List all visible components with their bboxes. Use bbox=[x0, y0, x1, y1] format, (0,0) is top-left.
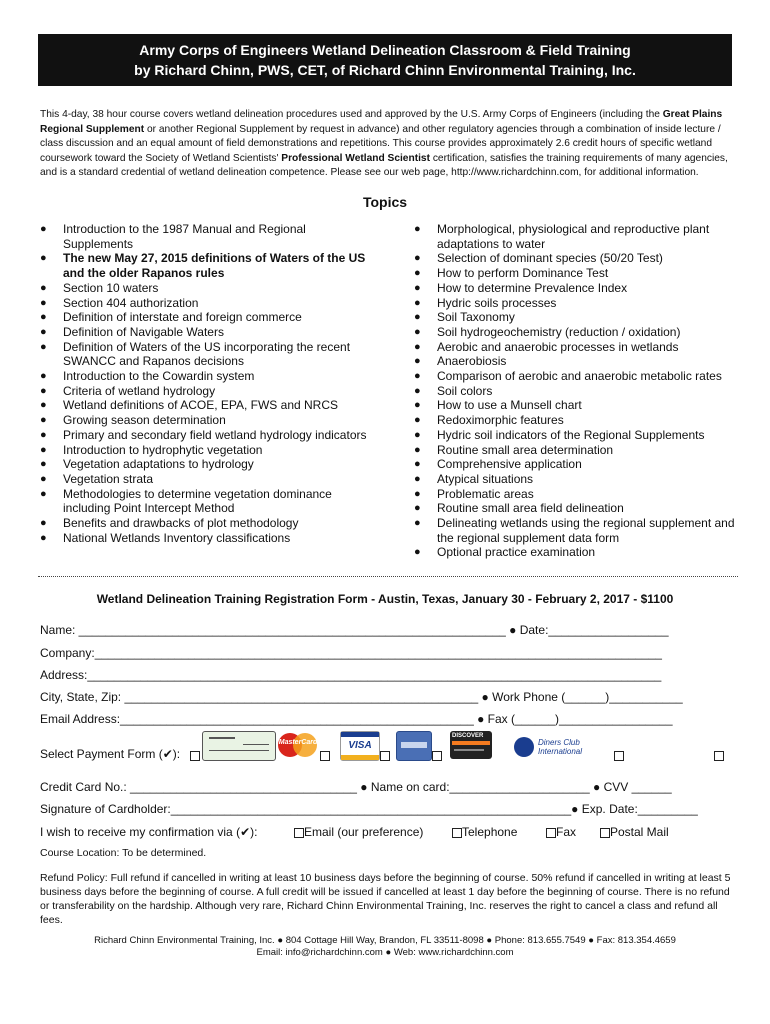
topic-item: ● Problematic areas bbox=[414, 487, 739, 502]
email-option-label: Email (our preference) bbox=[304, 825, 424, 839]
topic-item: ● Comprehensive application bbox=[414, 457, 739, 472]
check-icon bbox=[202, 731, 276, 761]
topic-item: ● Introduction to hydrophytic vegetation bbox=[40, 443, 370, 458]
refund-policy: Refund Policy: Full refund if cancelled in writing at least 10 business days before the beginning of course. 50% refund if cancelled in writing at least 5 business days before the beginning of course. A full credit will be issued if cancelled at least 1 day before the beginning of course. There is no refund or transferability on the hardship. Although very rare, Richard Chinn Environmental Training, Inc. reserves the right to cancel a class and refund all fees. bbox=[40, 872, 731, 926]
topic-item: ● Hydric soils processes bbox=[414, 296, 739, 311]
topics-left-list bbox=[40, 222, 370, 545]
payment-row bbox=[40, 731, 740, 763]
postal-mail-option-label: Postal Mail bbox=[610, 825, 669, 839]
check-payment-checkbox[interactable] bbox=[190, 751, 200, 761]
course-intro bbox=[40, 108, 734, 181]
intro-part-2: or another Regional Supplement by request in advance) and other regulatory agencies through a combination of inside lecture / class discussion and an equal amount of field demonstrations and repetitions. This course provides approximately 2.6 credit hours of specific wetland coursework toward the Society of Wetland Scientists' bbox=[40, 123, 721, 164]
topic-item: ● Soil colors bbox=[414, 384, 739, 399]
topic-item: ● How to perform Dominance Test bbox=[414, 266, 739, 281]
visa-checkbox[interactable] bbox=[380, 751, 390, 761]
footer-contact: Email: info@richardchinn.com ● Web: www.richardchinn.com bbox=[256, 947, 514, 958]
topic-item: ● Soil hydrogeochemistry (reduction / oxidation) bbox=[414, 325, 739, 340]
payment-label: Select Payment Form (✔): bbox=[40, 747, 181, 761]
discover-label: DISCOVER bbox=[452, 733, 484, 739]
topic-item: ● Definition of Navigable Waters bbox=[40, 325, 370, 340]
topic-item: ● Section 10 waters bbox=[40, 281, 370, 296]
topic-item: ● Delineating wetlands using the regional supplement and the regional supplement data form bbox=[414, 516, 739, 545]
topic-item: ● National Wetlands Inventory classifications bbox=[40, 531, 370, 546]
intro-part-3: certification, satisfies the training requirements of many agencies, and is a standard credential of wetland delineation competence. Please see our web page, http://www.richardchinn.com, for additional information. bbox=[40, 152, 728, 178]
other-card-checkbox[interactable] bbox=[714, 751, 724, 761]
confirmation-label: I wish to receive my confirmation via (✔): bbox=[40, 825, 258, 839]
mastercard-icon bbox=[276, 731, 320, 759]
telephone-option-checkbox[interactable] bbox=[452, 828, 462, 838]
topic-item: ● Section 404 authorization bbox=[40, 296, 370, 311]
email-option-checkbox[interactable] bbox=[294, 828, 304, 838]
topic-item: ● Aerobic and anaerobic processes in wetlands bbox=[414, 340, 739, 355]
topic-item: ● Selection of dominant species (50/20 Test) bbox=[414, 251, 739, 266]
topic-item: ● Soil Taxonomy bbox=[414, 310, 739, 325]
topic-item: ● Atypical situations bbox=[414, 472, 739, 487]
topic-item: ● Redoximorphic features bbox=[414, 413, 739, 428]
topic-item: ● The new May 27, 2015 definitions of Waters of the US and the older Rapanos rules bbox=[40, 251, 370, 280]
postal-mail-option-checkbox[interactable] bbox=[600, 828, 610, 838]
telephone-option-label: Telephone bbox=[462, 825, 518, 839]
topic-item: ● Vegetation adaptations to hydrology bbox=[40, 457, 370, 472]
city-phone-field[interactable]: City, State, Zip: _____________________________________________________ ● Work Phone (______)___________ bbox=[40, 690, 683, 704]
discover-icon bbox=[450, 731, 492, 759]
mastercard-label: MasterCard bbox=[278, 739, 318, 746]
topic-item: ● Definition of Waters of the US incorporating the recent SWANCC and Rapanos decisions bbox=[40, 340, 370, 369]
intro-bold-2: Professional Wetland Scientist bbox=[281, 152, 430, 164]
topic-item: ● Primary and secondary field wetland hydrology indicators bbox=[40, 428, 370, 443]
topic-item: ● Introduction to the 1987 Manual and Regional Supplements bbox=[40, 222, 370, 251]
confirmation-row bbox=[40, 825, 740, 839]
topic-item: ● Growing season determination bbox=[40, 413, 370, 428]
topic-item: ● Optional practice examination bbox=[414, 545, 739, 560]
diners-checkbox[interactable] bbox=[614, 751, 624, 761]
course-location: Course Location: To be determined. bbox=[40, 847, 207, 859]
header-line-1: Army Corps of Engineers Wetland Delineation Classroom & Field Training bbox=[139, 42, 631, 58]
company-field[interactable]: Company:_____________________________________________________________________________________ bbox=[40, 646, 662, 660]
mastercard-checkbox[interactable] bbox=[320, 751, 330, 761]
name-date-field[interactable]: Name: ________________________________________________________________ ● Date:__________________ bbox=[40, 623, 669, 637]
topic-item: ● Routine small area field delineation bbox=[414, 501, 739, 516]
footer-address: Richard Chinn Environmental Training, Inc. ● 804 Cottage Hill Way, Brandon, FL 33511-8098 ● Phone: 813.655.7549 ● Fax: 813.354.4659 bbox=[94, 935, 676, 946]
credit-card-field[interactable]: Credit Card No.: __________________________________ ● Name on card:_____________________ ● CVV ______ bbox=[40, 780, 672, 794]
topic-item: ● Hydric soil indicators of the Regional Supplements bbox=[414, 428, 739, 443]
intro-bold-1: Great Plains Regional Supplement bbox=[40, 109, 723, 135]
fax-option-label: Fax bbox=[556, 825, 577, 839]
amex-icon bbox=[396, 731, 432, 761]
topics-title: Topics bbox=[362, 194, 408, 210]
topic-item: ● Wetland definitions of ACOE, EPA, FWS and NRCS bbox=[40, 398, 370, 413]
visa-label: VISA bbox=[348, 740, 372, 751]
dotted-divider bbox=[38, 576, 738, 577]
topic-item: ● Introduction to the Cowardin system bbox=[40, 369, 370, 384]
address-field[interactable]: Address:______________________________________________________________________________________ bbox=[40, 668, 662, 682]
topic-item: ● Criteria of wetland hydrology bbox=[40, 384, 370, 399]
topic-item: ● Methodologies to determine vegetation dominance including Point Intercept Method bbox=[40, 487, 370, 516]
topic-item: ● How to use a Munsell chart bbox=[414, 398, 739, 413]
topic-item: ● Routine small area determination bbox=[414, 443, 739, 458]
signature-field[interactable]: Signature of Cardholder:____________________________________________________________● Exp. Date:_________ bbox=[40, 802, 698, 816]
topic-item: ● Comparison of aerobic and anaerobic metabolic rates bbox=[414, 369, 739, 384]
diners-club-icon bbox=[514, 737, 534, 757]
topic-item: ● Vegetation strata bbox=[40, 472, 370, 487]
page-header bbox=[38, 34, 732, 86]
fax-option-checkbox[interactable] bbox=[546, 828, 556, 838]
topic-item: ● Definition of interstate and foreign commerce bbox=[40, 310, 370, 325]
topics-right-list bbox=[414, 222, 739, 560]
topic-item: ● Anaerobiosis bbox=[414, 354, 739, 369]
email-fax-field[interactable]: Email Address:_____________________________________________________ ● Fax (______)_________________ bbox=[40, 712, 673, 726]
topic-item: ● How to determine Prevalence Index bbox=[414, 281, 739, 296]
header-line-2: by Richard Chinn, PWS, CET, of Richard Chinn Environmental Training, Inc. bbox=[134, 62, 636, 78]
visa-icon bbox=[340, 731, 380, 761]
topic-item: ● Morphological, physiological and reproductive plant adaptations to water bbox=[414, 222, 739, 251]
intro-part-1: This 4-day, 38 hour course covers wetland delineation procedures used and approved by the U.S. Army Corps of Engineers (including the bbox=[40, 109, 663, 120]
diners-club-label: Diners Club International bbox=[538, 738, 583, 756]
amex-checkbox[interactable] bbox=[432, 751, 442, 761]
topic-item: ● Benefits and drawbacks of plot methodology bbox=[40, 516, 370, 531]
registration-title: Wetland Delineation Training Registration Form - Austin, Texas, January 30 - February 2, 2017 - $1100 bbox=[96, 592, 674, 606]
